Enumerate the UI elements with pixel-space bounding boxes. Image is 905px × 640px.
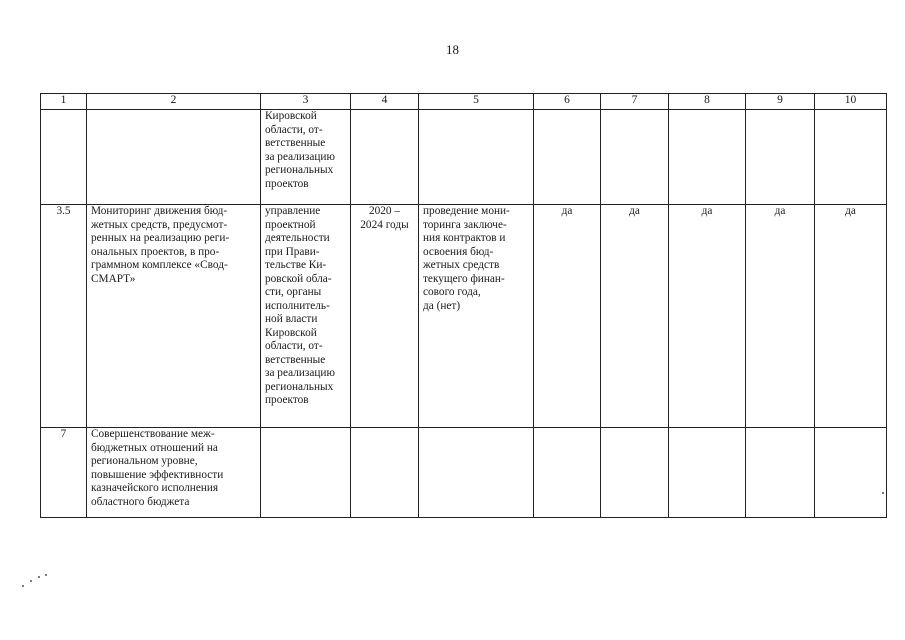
cell-empty bbox=[351, 428, 419, 518]
cell-empty bbox=[815, 428, 887, 518]
cell-empty bbox=[534, 428, 601, 518]
page-number: 18 bbox=[446, 42, 459, 57]
row-number: 3.5 bbox=[41, 205, 87, 428]
cell-empty bbox=[746, 110, 815, 205]
cell-empty bbox=[746, 428, 815, 518]
header-col-8: 8 bbox=[669, 94, 746, 110]
indicator-cell: проведение мони- торинга заключе- ния контрактов и освоения бюд- жетных средств текущего финан- сового года, да (нет) bbox=[419, 205, 534, 428]
table-row-continuation bbox=[41, 110, 887, 205]
row-number: 7 bbox=[41, 428, 87, 518]
cell-empty bbox=[87, 110, 261, 205]
responsible-cell: Кировской области, от- ветственные за реализацию региональных проектов bbox=[261, 110, 351, 205]
scan-speck bbox=[45, 574, 47, 576]
header-col-10: 10 bbox=[815, 94, 887, 110]
cell-empty bbox=[261, 428, 351, 518]
cell-empty bbox=[669, 110, 746, 205]
cell-empty bbox=[419, 428, 534, 518]
period-cell: 2020 – 2024 годы bbox=[351, 205, 419, 428]
cell-empty bbox=[351, 110, 419, 205]
table-row-3-5 bbox=[41, 205, 887, 428]
cell-empty bbox=[815, 110, 887, 205]
scan-speck bbox=[38, 576, 40, 578]
cell-empty bbox=[601, 428, 669, 518]
header-col-6: 6 bbox=[534, 94, 601, 110]
value-cell-6: да bbox=[534, 205, 601, 428]
header-col-9: 9 bbox=[746, 94, 815, 110]
header-col-2: 2 bbox=[87, 94, 261, 110]
scan-speck bbox=[30, 580, 32, 582]
header-col-7: 7 bbox=[601, 94, 669, 110]
measure-cell: Совершенствование меж- бюджетных отношений на региональном уровне, повышение эффективности казначейского исполнения областного бюджета bbox=[87, 428, 261, 518]
table-row-7 bbox=[41, 428, 887, 518]
cell-empty bbox=[669, 428, 746, 518]
header-col-5: 5 bbox=[419, 94, 534, 110]
responsible-cell: управление проектной деятельности при Прави- тельстве Ки- ровской обла- сти, органы исполнитель- ной власти Кировской области, от- ветственные за реализацию региональных проектов bbox=[261, 205, 351, 428]
value-cell-10: да bbox=[815, 205, 887, 428]
cell-empty bbox=[601, 110, 669, 205]
value-cell-9: да bbox=[746, 205, 815, 428]
value-cell-7: да bbox=[601, 205, 669, 428]
cell-empty bbox=[41, 110, 87, 205]
scan-speck bbox=[882, 492, 884, 494]
header-col-4: 4 bbox=[351, 94, 419, 110]
measure-cell: Мониторинг движения бюд- жетных средств, предусмот- ренных на реализацию реги- ональных проектов, в про- граммном комплексе «Свод- СМАРТ» bbox=[87, 205, 261, 428]
header-col-3: 3 bbox=[261, 94, 351, 110]
value-cell-8: да bbox=[669, 205, 746, 428]
table-header-row bbox=[41, 94, 887, 110]
header-col-1: 1 bbox=[41, 94, 87, 110]
plan-table bbox=[40, 93, 887, 518]
scan-speck bbox=[22, 585, 24, 587]
cell-empty bbox=[534, 110, 601, 205]
cell-empty bbox=[419, 110, 534, 205]
